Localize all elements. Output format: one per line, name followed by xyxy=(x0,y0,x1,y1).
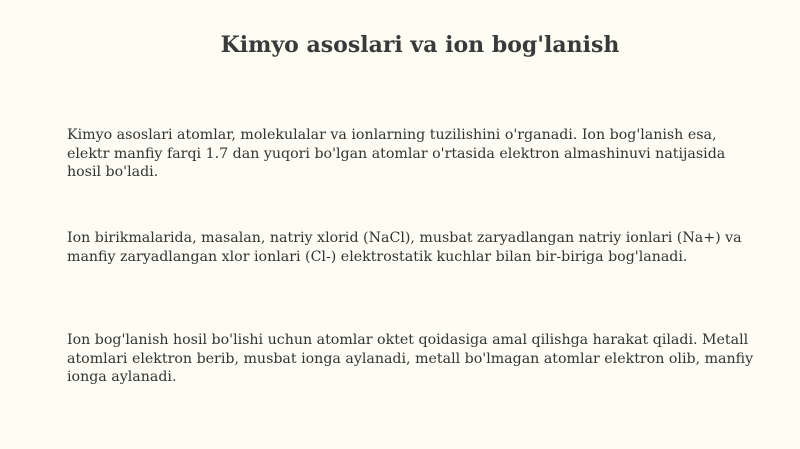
paragraph-example: Ion birikmalarida, masalan, natriy xlorid (NaCl), musbat zaryadlangan natriy ionlari (Na+) va manfiy zaryadlangan xlor ionlari (Cl-) elektrostatik kuchlar bilan bir-biriga bog'lanadi. xyxy=(67,230,742,265)
paragraph-octet: Ion bog'lanish hosil bo'lishi uchun atomlar oktet qoidasiga amal qilishga harakat qiladi. Metall atomlari elektron berib, musbat ionga aylanadi, metall bo'lmagan atomlar elektron olib, manfiy ionga aylanadi. xyxy=(67,332,754,385)
paragraph-intro: Kimyo asoslari atomlar, molekulalar va ionlarning tuzilishini o'rganadi. Ion bog'lanish esa, elektr manfiy farqi 1.7 dan yuqori bo'lgan atomlar o'rtasida elektron almashinuvi natijasida hosil bo'ladi. xyxy=(67,127,726,180)
slide-title: Kimyo asoslari va ion bog'lanish xyxy=(220,32,620,58)
